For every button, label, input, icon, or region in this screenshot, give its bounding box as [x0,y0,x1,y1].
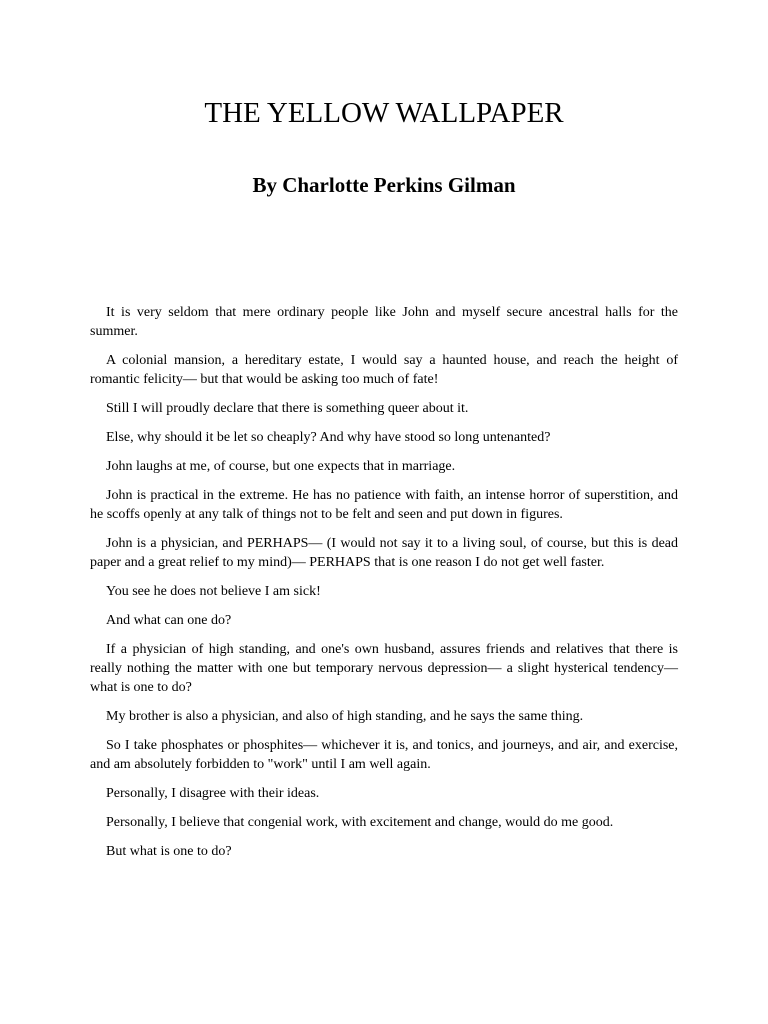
paragraph-14: Personally, I believe that congenial work, with excitement and change, would do me good. [106,815,614,830]
paragraph-5: John laughs at me, of course, but one expects that in marriage. [106,459,456,474]
paragraph-11: My brother is also a physician, and also of high standing, and he says the same thing. [106,709,584,724]
paragraph-8: You see he does not believe I am sick! [106,584,321,599]
paragraph-10: If a physician of high standing, and one's own husband, assures friends and relatives that there is really nothing the matter with one but temporary nervous depression— a slight hysterical tendency— what is one to do? [90,642,678,695]
paragraph-12: So I take phosphates or phosphites— whichever it is, and tonics, and journeys, and air, and exercise, and am absolutely forbidden to "work" until I am well again. [90,738,678,772]
paragraph-7: John is a physician, and PERHAPS— (I would not say it to a living soul, of course, but this is dead paper and a great relief to my mind)— PERHAPS that is one reason I do not get well faster. [90,536,678,570]
document-body [90,303,678,861]
paragraph-4: Else, why should it be let so cheaply? And why have stood so long untenanted? [106,430,551,445]
document-author: By Charlotte Perkins Gilman [252,173,516,197]
paragraph-13: Personally, I disagree with their ideas. [106,786,320,801]
paragraph-3: Still I will proudly declare that there is something queer about it. [106,401,469,416]
paragraph-6: John is practical in the extreme. He has no patience with faith, an intense horror of superstition, and he scoffs openly at any talk of things not to be felt and seen and put down in figures. [90,488,678,522]
paragraph-9: And what can one do? [106,613,232,628]
document-title: THE YELLOW WALLPAPER [204,97,564,129]
paragraph-2: A colonial mansion, a hereditary estate, I would say a haunted house, and reach the height of romantic felicity— but that would be asking too much of fate! [90,353,678,387]
paragraph-15: But what is one to do? [106,844,232,859]
paragraph-1: It is very seldom that mere ordinary people like John and myself secure ancestral halls for the summer. [90,305,678,339]
